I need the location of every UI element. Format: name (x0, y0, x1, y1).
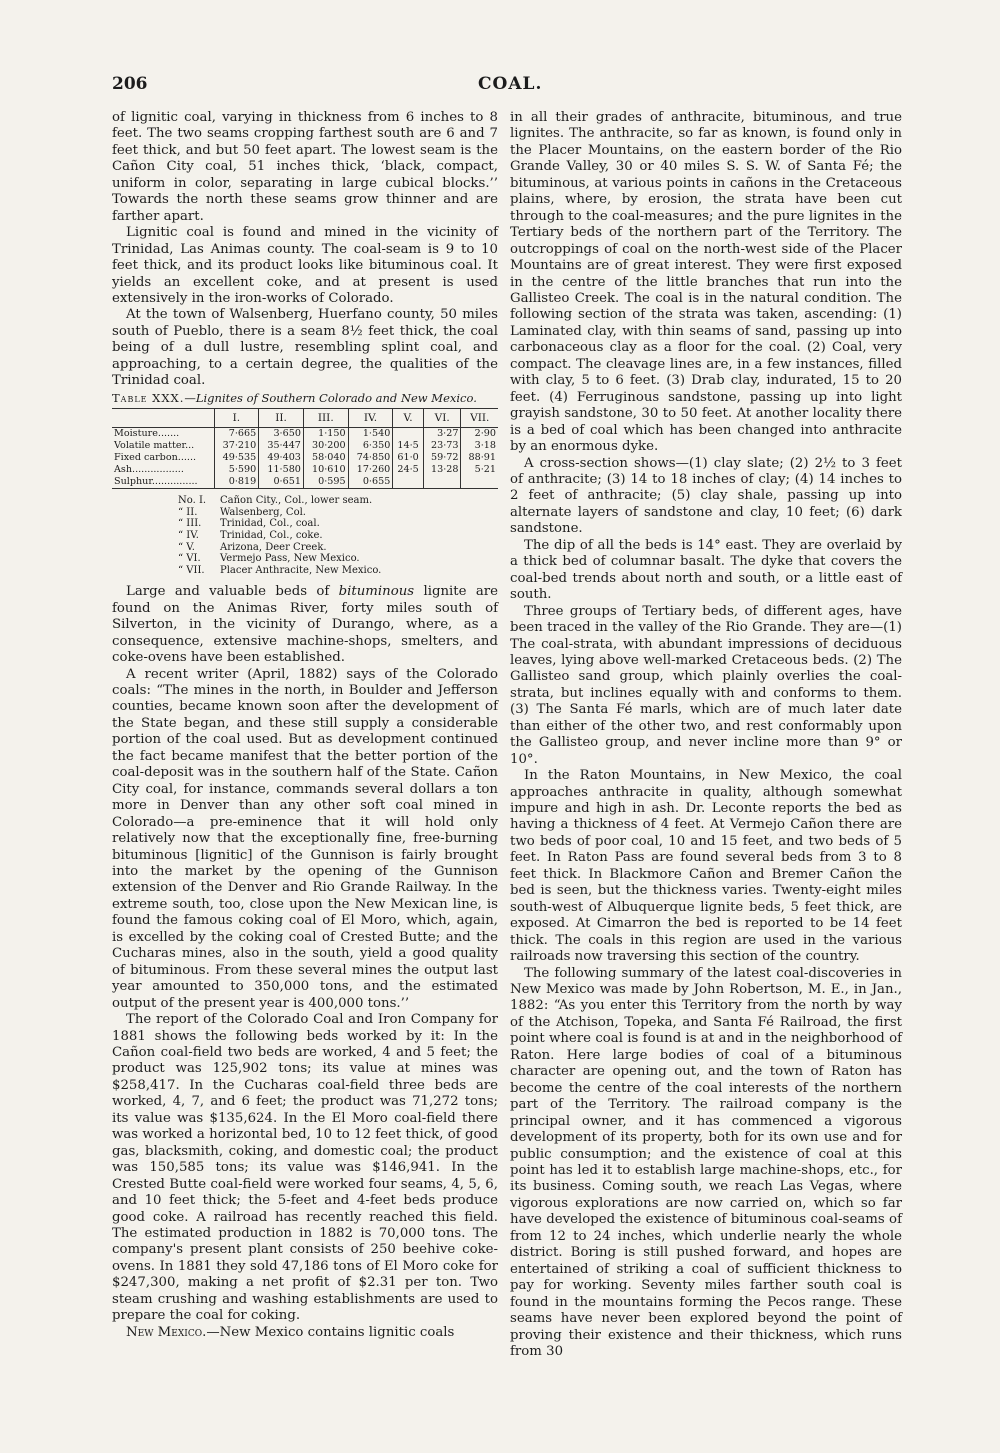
table-row (112, 476, 498, 489)
note-text: Arizona, Deer Creek. (220, 541, 327, 553)
note-number: “ II. (178, 506, 198, 518)
table-note (178, 542, 498, 554)
note-number: “ VII. (178, 564, 205, 576)
paragraph (112, 584, 498, 666)
table-cell: 61·0 (393, 452, 424, 464)
table-cell: 37·210 (214, 440, 259, 452)
text-run: lignite are found on the Animas River, forty miles south of Silverton, in the vicinity of Durango, where, as a consequence, extensive machine-shops, smelters, and coke-ovens have been established. (112, 584, 499, 666)
paragraph: Three groups of Tertiary beds, of different ages, have been traced in the valley of the Rio Grande. They are—(1) The coal-strata, with abundant impressions of deciduous leaves, lying above well-marked Cretaceous beds. (2) The Gallisteo sand group, which plainly overlies the coal-strata, but inclines equally with and conforms to them. (3) The Santa Fé marls, which are of much later date than either of the other two, and rest conformably upon the Gallisteo group, and never incline more than 9° or 10°. (510, 603, 902, 767)
table-cell: 7·665 (214, 428, 259, 441)
table-cell (461, 476, 498, 489)
row-label: Fixed carbon...... (114, 452, 197, 464)
paragraph: A cross-section shows—(1) clay slate; (2) 2½ to 3 feet of anthracite; (3) 14 to 18 inches of clay; (4) 14 inches to 2 feet of anthracite; (5) clay shale, passing up into alternate layers of sandstone and clay, 10 feet; (6) dark sandstone. (510, 455, 902, 537)
paragraph: In the Raton Mountains, in New Mexico, the coal approaches anthracite in quality, although somewhat impure and high in ash. Dr. Leconte reports the bed as having a thickness of 4 feet. At Vermejo Cañon there are two beds of poor coal, 10 and 15 feet, and two beds of 5 feet. In Raton Pass are found several beds from 3 to 8 feet thick. In Blackmore Cañon and Bremer Cañon the bed is seen, but the thickness varies. Twenty-eight miles south-west of Albuquerque lignite beds, 5 feet thick, are exposed. At Cimarron the bed is reported to be 14 feet thick. The coals in this region are used in the various railroads now traversing this section of the country. (510, 768, 902, 965)
note-text: Vermejo Pass, New Mexico. (220, 553, 360, 565)
row-label: Volatile matter... (114, 440, 195, 452)
note-text: Walsenberg, Col. (220, 506, 306, 518)
paragraph: At the town of Walsenberg, Huerfano county, 50 miles south of Pueblo, there is a seam 8½ feet thick, the coal being of a dull lustre, resembling splint coal, and approaching, to a certain degree, the qualities of the Trinidad coal. (112, 307, 498, 389)
table-cell: 24·5 (393, 464, 424, 476)
paragraph: The dip of all the beds is 14° east. They are overlaid by a thick bed of columnar basalt. The dyke that covers the coal-bed trends about north and south, or a little east of south. (510, 537, 902, 603)
table-cell: 88·91 (461, 452, 498, 464)
left-column (112, 110, 498, 1341)
section-heading: New Mexico. (126, 1324, 207, 1340)
table-column-header: I. (214, 409, 259, 428)
table-cell: 49·535 (214, 452, 259, 464)
table-row (112, 452, 498, 464)
table-cell: 6·350 (348, 440, 393, 452)
table-cell (393, 428, 424, 441)
paragraph: in all their grades of anthracite, bituminous, and true lignites. The anthracite, so far as known, is found only in the Placer Mountains, on the eastern border of the Rio Grande Valley, 30 or 40 miles S. S. W. of Santa Fé; the bituminous, at various points in cañons in the Cretaceous plains, where, by erosion, the strata have been cut through to the coal-measures; and the pure lignites in the Tertiary beds of the northern part of the Territory. The outcroppings of coal on the north-west side of the Placer Mountains are of great interest. They were first exposed in the centre of the little branches that run into the Gallisteo Creek. The coal is in the natural condition. The following section of the strata was taken, ascending: (1) Laminated clay, with thin seams of sand, passing up into carbonaceous clay as a floor for the coal. (2) Coal, very compact. The cleavage lines are, in a few instances, filled with clay, 5 to 6 feet. (3) Drab clay, indurated, 15 to 20 feet. (4) Ferruginous sandstone, passing up into light grayish sandstone, 30 to 50 feet. At another locality there is a bed of coal which has been changed into anthracite by an enormous dyke. (510, 110, 902, 455)
paragraph: Lignitic coal is found and mined in the vicinity of Trinidad, Las Animas county. The coal-seam is 9 to 10 feet thick, and its product looks like bituminous coal. It yields an excellent coke, and at present is used extensively in the iron-works of Colorado. (112, 225, 498, 306)
table-note (178, 495, 498, 507)
right-column (510, 110, 902, 1360)
table-cell: 3·650 (259, 428, 304, 441)
table-cell: 11·580 (259, 464, 304, 476)
table-row (112, 464, 498, 476)
table-cell: 35·447 (259, 440, 304, 452)
table-column-header: IV. (348, 409, 393, 428)
paragraph: The report of the Colorado Coal and Iron Company for 1881 shows the following beds worked by it: In the Cañon coal-field two beds are worked, 4 and 5 feet; the product was 125,902 tons; its value at mines was $258,417. In the Cucharas coal-field three beds are worked, 4, 7, and 6 feet; the product was 71,272 tons; its value was $135,624. In the El Moro coal-field there was worked a horizontal bed, 10 to 12 feet thick, of good gas, blacksmith, coking, and domestic coal; the product was 150,585 tons; its value was $146,941. In the Crested Butte coal-field were worked four seams, 4, 5, 6, and 10 feet thick; the 5-feet and 4-feet beds produce good coke. A railroad has recently reached this field. The estimated production in 1882 is 70,000 tons. The company's present plant consists of 250 beehive coke-ovens. In 1881 they sold 47,186 tons of El Moro coke for $247,300, making a net profit of $2.31 per ton. Two steam crushing and washing establishments are used to prepare the coal for coking. (112, 1012, 498, 1324)
table-column-header: V. (393, 409, 424, 428)
table-cell: 2·90 (461, 428, 498, 441)
table-note (178, 553, 498, 565)
table-cell: 1·540 (348, 428, 393, 441)
table-row (112, 440, 498, 452)
lignite-table (112, 408, 498, 489)
table-note (178, 518, 498, 530)
running-title: COAL. (478, 74, 543, 94)
table-cell: 10·610 (303, 464, 348, 476)
note-text: Trinidad, Col., coke. (220, 529, 323, 541)
note-text: Trinidad, Col., coal. (220, 518, 320, 530)
table-note (178, 530, 498, 542)
table-cell: 5·590 (214, 464, 259, 476)
table-note (178, 507, 498, 519)
table-cell: 0·819 (214, 476, 259, 489)
emphasis: bituminous (338, 584, 415, 600)
table-note (178, 565, 498, 577)
table-cell: 30·200 (303, 440, 348, 452)
row-label: Moisture....... (114, 428, 180, 440)
table-cell: 74·850 (348, 452, 393, 464)
row-label: Ash................. (114, 464, 184, 476)
table-cell (423, 476, 461, 489)
table-cell: 0·595 (303, 476, 348, 489)
table-column-header: VII. (461, 409, 498, 428)
text-run: —New Mexico contains lignitic coals (206, 1324, 455, 1340)
table-cell: 0·651 (259, 476, 304, 489)
note-number: “ VI. (178, 553, 201, 565)
table-column-header: VI. (423, 409, 461, 428)
table-cell: 17·260 (348, 464, 393, 476)
table-label: Table XXX. (112, 390, 185, 405)
paragraph: of lignitic coal, varying in thickness from 6 inches to 8 feet. The two seams cropping farthest south are 6 and 7 feet thick, and but 50 feet apart. The lowest seam is the Cañon City coal, 51 inches thick, ‘black, compact, uniform in color, separating in large cubical blocks.’’ Towards the north these seams grow thinner and are farther apart. (112, 110, 498, 224)
table-header-row (112, 409, 498, 428)
table-cell: 3·27 (423, 428, 461, 441)
table-cell: 1·150 (303, 428, 348, 441)
text-run: Large and valuable beds of (126, 584, 339, 600)
paragraph: The following summary of the latest coal-discoveries in New Mexico was made by John Robertson, M. E., in Jan., 1882: “As you enter this Territory from the north by way of the Atchison, Topeka, and Santa Fé Railroad, the first point where coal is found is at and in the neighborhood of Raton. Here large bodies of coal of a bituminous character are opening out, and the town of Raton has become the centre of the coal interests of the northern part of the Territory. The railroad company is the principal owner, and it has commenced a vigorous development of its property, both for its own use and for public consumption; and the existence of coal at this point has led it to establish large machine-shops, etc., for its business. Coming south, we reach Las Vegas, where vigorous explorations are now carried on, which so far have developed the existence of bituminous coal-seams of from 12 to 24 inches, which underlie nearly the whole district. Boring is still pushed forward, and hopes are entertained of striking a coal of sufficient thickness to pay for working. Seventy miles farther south coal is found in the mountains forming the Pecos range. These seams have never been explored beyond the point of proving their existence and their thickness, which runs from 30 (510, 965, 902, 1359)
table-cell (393, 476, 424, 489)
row-label: Sulphur............... (112, 476, 214, 489)
table-title: —Lignites of Southern Colorado and New Mexico. (184, 390, 477, 405)
note-number: “ III. (178, 518, 202, 530)
table-cell: 3·18 (461, 440, 498, 452)
note-number: No. I. (178, 495, 207, 507)
table-caption (112, 390, 498, 406)
table-cell: 0·655 (348, 476, 393, 489)
table-row (112, 428, 498, 441)
note-number: “ V. (178, 541, 195, 553)
note-text: Cañon City., Col., lower seam. (220, 495, 373, 507)
paragraph (112, 1325, 498, 1341)
note-text: Placer Anthracite, New Mexico. (220, 564, 382, 576)
table-notes (178, 495, 498, 576)
table-column-header: III. (303, 409, 348, 428)
table-corner (112, 409, 214, 428)
table-cell: 14·5 (393, 440, 424, 452)
table-cell: 23·73 (423, 440, 461, 452)
table-cell: 5·21 (461, 464, 498, 476)
note-number: “ IV. (178, 529, 199, 541)
paragraph: A recent writer (April, 1882) says of the Colorado coals: “The mines in the north, in Boulder and Jefferson counties, became known soon after the development of the State began, and these still supply a considerable portion of the coal used. But as development continued the fact became manifest that the better portion of the coal-deposit was in the southern half of the State. Cañon City coal, for instance, commands several dollars a ton more in Denver than any other soft coal mined in Colorado—a pre-eminence that it will hold only relatively now that the exceptionally fine, free-burning bituminous [lignitic] of the Gunnison is fairly brought into the market by the opening of the Gunnison extension of the Denver and Rio Grande Railway. In the extreme south, too, close upon the New Mexican line, is found the famous coking coal of El Moro, which, again, is excelled by the coking coal of Crested Butte; and the Cucharas mines, also in the south, yield a good quality of bituminous. From these several mines the output last year amounted to 350,000 tons, and the estimated output of the present year is 400,000 tons.’’ (112, 666, 498, 1011)
table-cell: 59·72 (423, 452, 461, 464)
table-cell: 58·040 (303, 452, 348, 464)
page-number: 206 (112, 74, 148, 94)
table-column-header: II. (259, 409, 304, 428)
table-cell: 49·403 (259, 452, 304, 464)
table-cell: 13·28 (423, 464, 461, 476)
